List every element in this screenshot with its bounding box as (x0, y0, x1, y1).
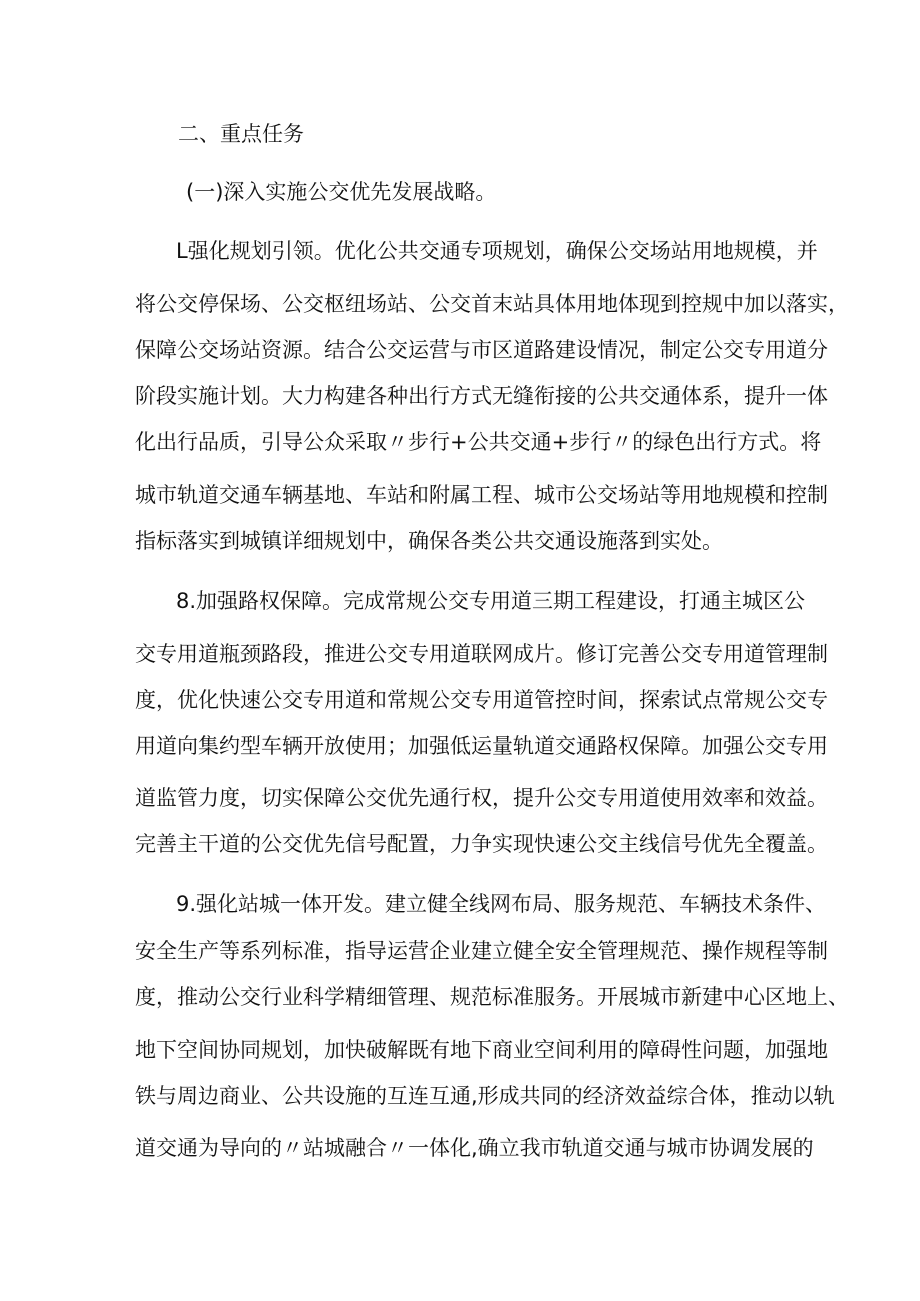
subsection-heading: (一)深入实施公交优先发展战略。 (186, 180, 497, 204)
paragraph-line: 度，优化快速公交专用道和常规公交专用道管控时间，探索试点常规公交专 (135, 688, 828, 712)
paragraph-line: 阶段实施计划。大力构建各种出行方式无缝衔接的公共交通体系，提升一体 (135, 384, 828, 408)
paragraph-line: 8.加强路权保障。完成常规公交专用道三期工程建设，打通主城区公 (176, 589, 806, 613)
paragraph-line: 度，推动公交行业科学精细管理、规范标准服务。开展城市新建中心区地上、 (135, 985, 849, 1009)
paragraph-line: 铁与周边商业、公共设施的互连互通,形成共同的经济效益综合体，推动以轨 (135, 1084, 835, 1108)
paragraph-line: 将公交停保场、公交枢纽场站、公交首末站具体用地体现到控规中加以落实， (135, 292, 849, 316)
paragraph-line: 安全生产等系列标准，指导运营企业建立健全安全管理规范、操作规程等制 (135, 939, 828, 963)
paragraph-line: 交专用道瓶颈路段，推进公交专用道联网成片。修订完善公交专用道管理制 (135, 642, 828, 666)
paragraph-line: 道监管力度，切实保障公交优先通行权，提升公交专用道使用效率和效益。 (135, 786, 828, 810)
paragraph-line: 道交通为导向的〃站城融合〃一体化,确立我市轨道交通与城市协调发展的 (135, 1136, 814, 1160)
paragraph-line: 指标落实到城镇详细规划中，确保各类公共交通设施落到实处。 (135, 529, 723, 553)
paragraph-line: 城市轨道交通车辆基地、车站和附属工程、城市公交场站等用地规模和控制 (135, 483, 828, 507)
paragraph-line: 9.强化站城一体开发。建立健全线网布局、服务规范、车辆技术条件、 (176, 892, 827, 916)
paragraph-line: 用道向集约型车辆开放使用；加强低运量轨道交通路权保障。加强公交专用 (135, 734, 828, 758)
paragraph-line: 化出行品质，引导公众采取〃步行+公共交通+步行〃的绿色出行方式。将 (135, 430, 822, 454)
paragraph-line: 保障公交场站资源。结合公交运营与市区道路建设情况，制定公交专用道分 (135, 338, 828, 362)
paragraph-line: L强化规划引领。优化公共交通专项规划，确保公交场站用地规模，并 (176, 239, 818, 263)
section-heading: 二、重点任务 (178, 122, 304, 146)
paragraph-line: 地下空间协同规划，加快破解既有地下商业空间利用的障碍性问题，加强地 (135, 1038, 828, 1062)
paragraph-line: 完善主干道的公交优先信号配置，力争实现快速公交主线信号优先全覆盖。 (135, 832, 828, 856)
